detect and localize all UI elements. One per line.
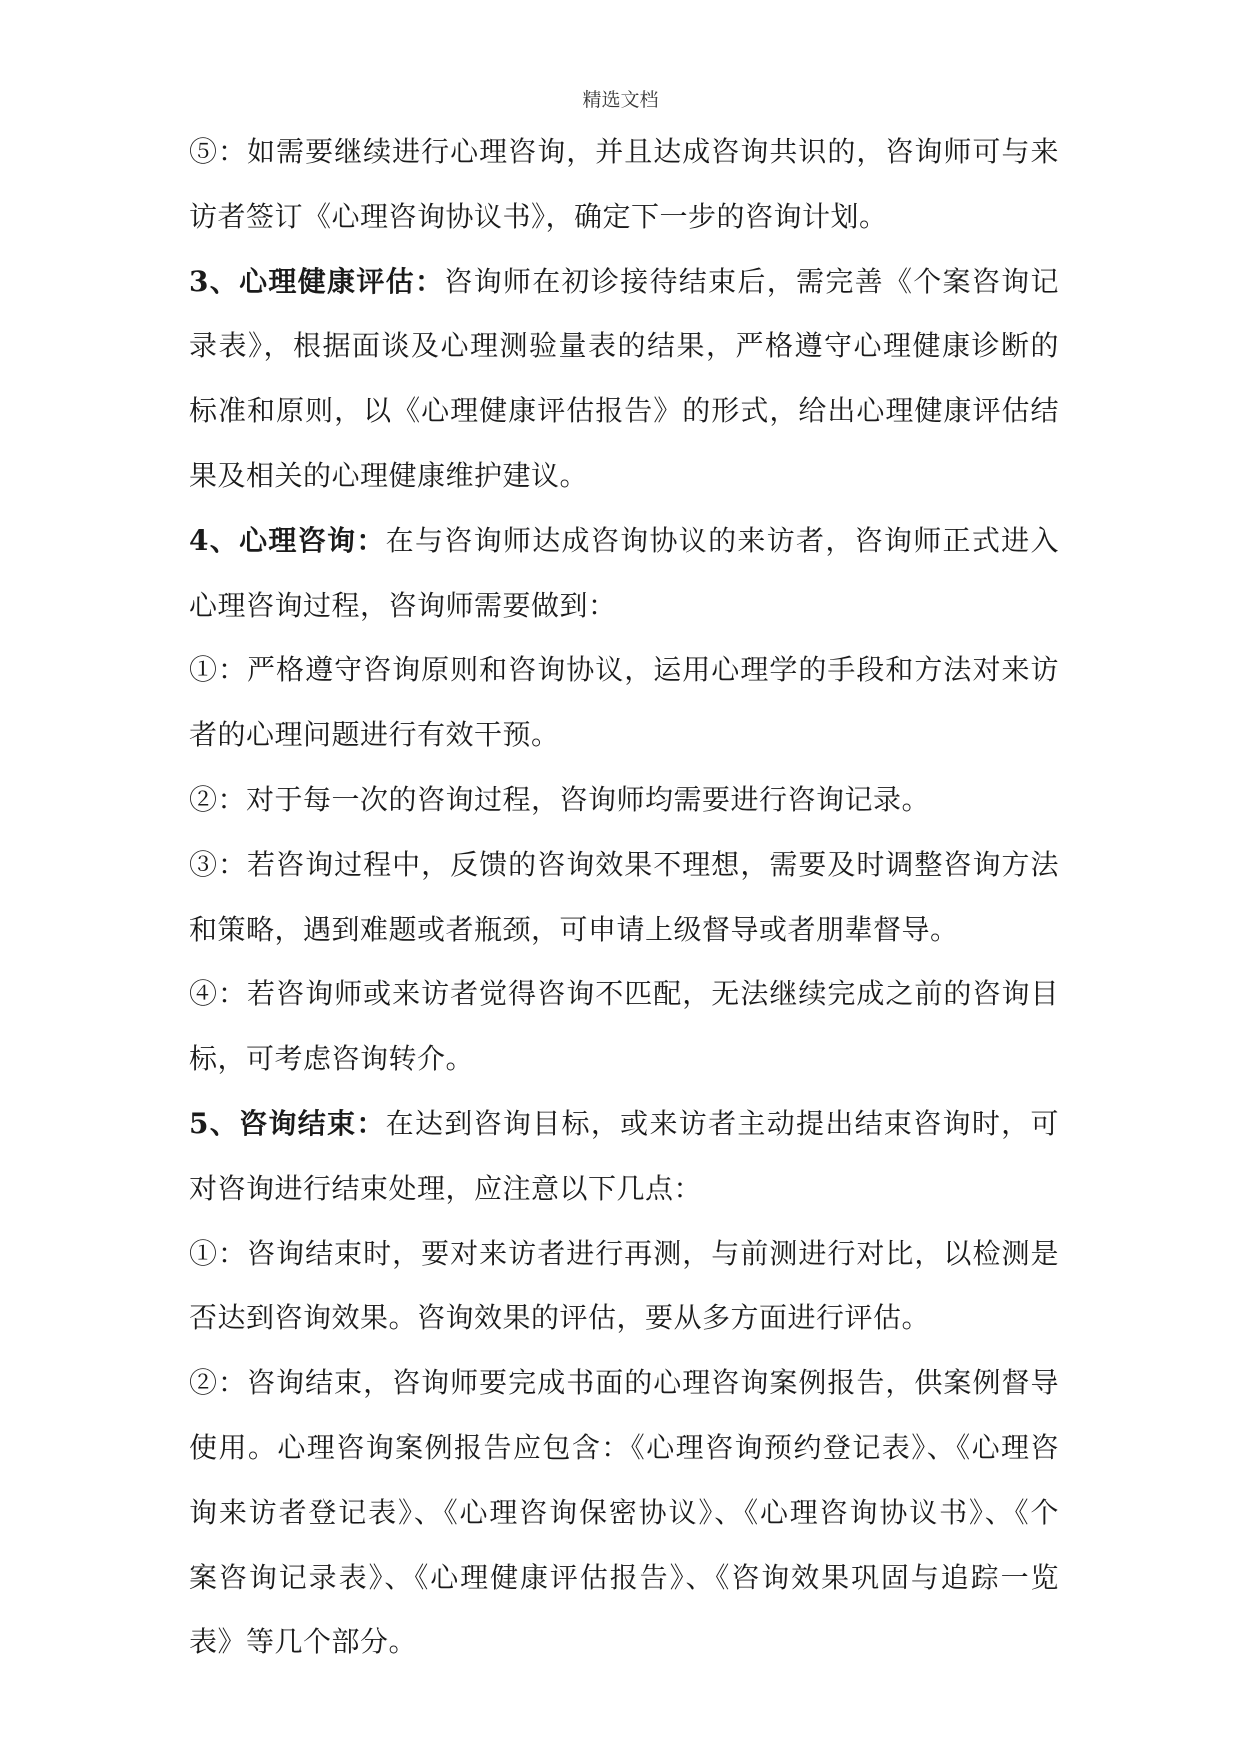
text-line [189,1092,1059,1157]
line-text: 标，可考虑咨询转介。 [189,1042,475,1076]
line-text: 和策略，遇到难题或者瓶颈，可申请上级督导或者朋辈督导。 [189,912,959,946]
line-text: ①：严格遵守咨询原则和咨询协议，运用心理学的手段和方法对来访 [189,653,1059,687]
text-line [189,768,1059,833]
text-line [189,1286,1059,1351]
line-text: ①：咨询结束时，要对来访者进行再测，与前测进行对比，以检测是 [189,1236,1059,1270]
text-line [189,1351,1059,1416]
line-text: ②：咨询结束，咨询师要完成书面的心理咨询案例报告，供案例督导 [189,1366,1059,1400]
text-line [189,1546,1059,1611]
text-line [189,1610,1059,1675]
text-line [189,1157,1059,1222]
line-text: ⑤：如需要继续进行心理咨询，并且达成咨询共识的，咨询师可与来 [189,135,1059,168]
text-line [189,314,1059,379]
text-line [189,444,1059,509]
section-heading: 4、心理咨询： [189,523,386,557]
section-heading: 3、心理健康评估： [189,264,445,298]
line-text: 询来访者登记表》、《心理咨询保密协议》、《心理咨询协议书》、《个 [189,1495,1059,1529]
line-text: 对咨询进行结束处理，应注意以下几点： [189,1171,703,1205]
text-line [189,1416,1059,1481]
text-line [189,509,1059,574]
line-text: 在达到咨询目标，或来访者主动提出结束咨询时，可 [385,1106,1059,1140]
text-line [189,962,1059,1027]
line-text: ②：对于每一次的咨询过程，咨询师均需要进行咨询记录。 [189,782,931,816]
text-line [189,185,1059,250]
line-text: 访者签订《心理咨询协议书》，确定下一步的咨询计划。 [189,199,888,233]
line-text: 心理咨询过程，咨询师需要做到： [189,588,617,622]
line-text: 标准和原则，以《心理健康评估报告》的形式，给出心理健康评估结 [189,394,1059,428]
line-text: 录表》，根据面谈及心理测验量表的结果，严格遵守心理健康诊断的 [189,329,1059,363]
line-text: 咨询师在初诊接待结束后，需完善《个案咨询记 [444,264,1059,298]
text-line [189,250,1059,315]
text-line [189,833,1059,898]
line-text: 在与咨询师达成咨询协议的来访者，咨询师正式进入 [385,523,1059,557]
page-header: 精选文档 [582,89,659,111]
text-line [189,574,1059,639]
line-text: 案咨询记录表》、《心理健康评估报告》、《咨询效果巩固与追踪一览 [189,1560,1059,1594]
text-line [189,1222,1059,1287]
line-text: 否达到咨询效果。咨询效果的评估，要从多方面进行评估。 [189,1301,931,1335]
line-text: ③：若咨询过程中，反馈的咨询效果不理想，需要及时调整咨询方法 [189,847,1059,881]
text-line [189,379,1059,444]
line-text: 使用。心理咨询案例报告应包含：《心理咨询预约登记表》、《心理咨 [189,1430,1059,1464]
text-line [189,703,1059,768]
line-text: ④：若咨询师或来访者觉得咨询不匹配，无法继续完成之前的咨询目 [189,977,1059,1011]
line-text: 者的心理问题进行有效干预。 [189,718,560,752]
line-text: 果及相关的心理健康维护建议。 [189,458,589,492]
section-heading: 5、咨询结束： [189,1106,386,1140]
document-body [189,120,1059,1675]
text-line [189,1481,1059,1546]
line-text: 表》等几个部分。 [189,1625,418,1659]
text-line [189,638,1059,703]
text-line [189,1027,1059,1092]
text-line [189,898,1059,963]
text-line [189,120,1059,185]
